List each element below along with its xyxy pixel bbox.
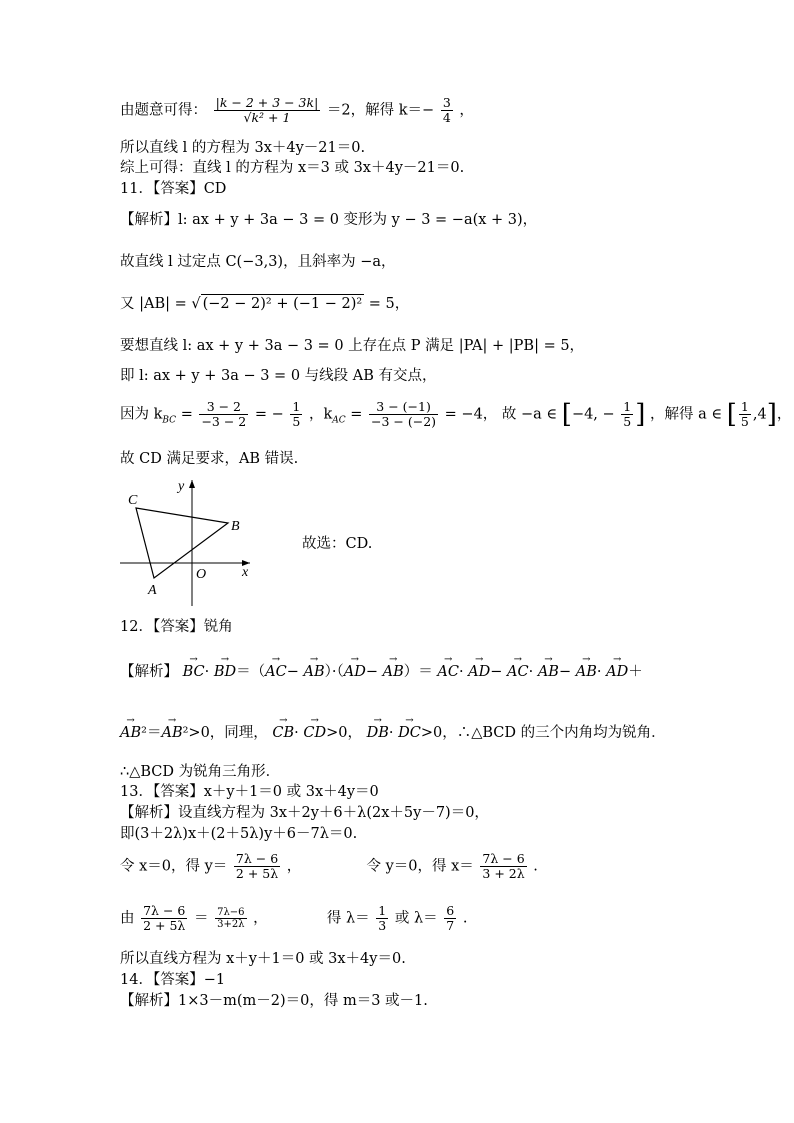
fraction xyxy=(214,96,321,125)
fraction xyxy=(739,400,751,429)
line-text: ， xyxy=(253,910,268,927)
fraction-numerator: 1 xyxy=(623,399,632,414)
label-B: B xyxy=(231,519,240,534)
fraction-denominator: 5 xyxy=(292,414,301,429)
fraction xyxy=(215,907,246,930)
vector-line: → AB²＝→ AB²>0，同理， → CB· → CD>0， → DB· → DC>0，∴△BCD 的三个内角均为锐角． xyxy=(120,720,666,742)
text-line xyxy=(120,852,538,881)
fraction-numerator: 1 xyxy=(740,399,749,414)
fraction-numerator: 3 xyxy=(442,95,451,110)
line-text: 或 λ＝ xyxy=(394,910,438,927)
coordinate-figure xyxy=(118,476,258,608)
subscript: BC xyxy=(162,415,177,426)
line-text: = −4， 故 −a ∈ xyxy=(444,406,562,423)
fraction-numerator: 1 xyxy=(378,903,387,918)
dot-operator: · xyxy=(294,725,299,741)
vector: → AC xyxy=(437,659,459,681)
fraction-denominator: −3 − 2 xyxy=(201,414,247,429)
text-line: ∴△BCD 为锐角三角形． xyxy=(120,764,281,780)
line-text: 令 x＝0，得 y＝ xyxy=(120,858,228,875)
fraction xyxy=(376,904,388,933)
text-line: 综上可得：直线 l 的方程为 x＝3 或 3x＋4y－21＝0. xyxy=(120,160,465,176)
dot-operator: · xyxy=(528,664,534,680)
line-text: = xyxy=(350,406,368,423)
vector: → DC xyxy=(398,720,421,742)
question-answer-11: 11．【答案】CD xyxy=(120,181,227,197)
fraction xyxy=(141,904,187,933)
vector: → CB xyxy=(272,720,294,742)
question-answer-13: 13．【答案】x＋y＋1＝0 或 3x＋4y＝0 xyxy=(120,784,379,800)
line-text: ， xyxy=(286,858,302,875)
figure-caption: 故选：CD. xyxy=(302,536,373,552)
fraction xyxy=(234,852,280,881)
text-line: 故 CD 满足要求，AB 错误. xyxy=(120,451,299,467)
line-text: ，k xyxy=(308,406,333,423)
line-text: = 5， xyxy=(364,296,410,312)
bracket: [ xyxy=(561,399,572,430)
bracket: [ xyxy=(726,399,737,430)
fraction-numerator: 6 xyxy=(446,903,455,918)
fraction-numerator: 1 xyxy=(292,399,301,414)
fraction xyxy=(441,96,453,125)
fraction xyxy=(199,400,248,429)
dot-operator: · xyxy=(458,664,464,680)
fraction-numerator: 7λ − 6 xyxy=(235,851,279,866)
label-A: A xyxy=(148,583,157,598)
vector: → CD xyxy=(303,720,326,742)
fraction xyxy=(480,852,526,881)
vector: → AB xyxy=(161,720,182,742)
fraction-denominator: 3 + 2λ xyxy=(482,866,525,881)
y-axis-arrow-icon xyxy=(189,480,195,488)
subscript: AC xyxy=(332,415,346,426)
fraction-denominator: −3 − (−2) xyxy=(371,414,437,429)
vector: → AB xyxy=(383,659,404,681)
line-text: −4, − xyxy=(571,406,615,423)
fraction-numerator: 7λ − 6 xyxy=(482,851,525,866)
fraction-denominator: 7 xyxy=(446,918,455,933)
vector: → AD xyxy=(606,659,628,681)
fraction-denominator: 4 xyxy=(442,110,451,125)
text-line xyxy=(120,904,467,933)
text-line: 所以直线 l 的方程为 3x＋4y－21＝0. xyxy=(120,140,366,156)
line-text: ＝2，解得 k＝− xyxy=(326,102,435,119)
text-line xyxy=(120,400,791,429)
vector: → AD xyxy=(344,659,366,681)
line-text: 又 |AB| = xyxy=(120,296,192,312)
sqrt-radicand: (−2 − 2)² + (−1 − 2)² xyxy=(202,296,363,312)
vector: → BD xyxy=(214,659,236,681)
vector: → AB xyxy=(576,659,597,681)
label-O: O xyxy=(196,567,207,582)
line-text: 令 y＝0，得 x＝ xyxy=(366,858,474,875)
line-text: ， xyxy=(776,406,792,423)
fraction xyxy=(290,400,302,429)
line-text: ， xyxy=(459,102,474,119)
line-text: ，∴△BCD 的三个内角均为锐角． xyxy=(442,725,666,741)
text-line: 要想直线 l: ax + y + 3a − 3 = 0 上存在点 P 满足 |PA| + |PB| = 5， xyxy=(120,338,585,354)
text-line: 故直线 l 过定点 C(−3,3)，且斜率为 −a， xyxy=(120,254,396,270)
fraction-denominator: 3 xyxy=(378,918,387,933)
vector: → AB xyxy=(303,659,324,681)
text-line xyxy=(120,96,474,125)
text-line: 即 l: ax + y + 3a − 3 = 0 与线段 AB 有交点， xyxy=(120,368,437,384)
fraction-numerator: 3 − (−1) xyxy=(369,400,438,415)
label-C: C xyxy=(128,493,138,508)
dot-operator: · xyxy=(596,664,602,680)
line-text: . xyxy=(533,858,538,875)
question-answer-14: 14．【答案】−1 xyxy=(120,972,226,988)
fraction-numerator: |k − 2 + 3 − 3k| xyxy=(215,95,319,110)
vector: → DB xyxy=(367,720,389,742)
vector: → AD xyxy=(468,659,490,681)
dot-operator: · xyxy=(331,664,337,680)
vector: → AC xyxy=(507,659,529,681)
vector: → AB xyxy=(538,659,559,681)
label-x: x xyxy=(242,565,249,580)
vector: → BC xyxy=(183,659,205,681)
fraction-denominator: 3+2λ xyxy=(217,919,245,930)
fraction-denominator: 5 xyxy=(740,414,749,429)
fraction-denominator: 2 + 5λ xyxy=(235,866,279,881)
text-line: 【解析】l: ax + y + 3a − 3 = 0 变形为 y − 3 = −a(x + 3)， xyxy=(120,212,538,228)
question-answer-12: 12．【答案】锐角 xyxy=(120,619,233,635)
fraction-numerator: 7λ−6 xyxy=(217,907,245,918)
fraction-denominator: 2 + 5λ xyxy=(143,918,186,933)
line-text: ，解得 a ∈ xyxy=(650,406,727,423)
text-line: 又 |AB| = √ (−2 − 2)² + (−1 − 2)² = 5， xyxy=(120,296,410,312)
bracket: ] xyxy=(635,399,646,430)
line-text: ²>0，同理， xyxy=(182,725,268,741)
fraction-denominator: 5 xyxy=(623,414,632,429)
fraction-numerator: 3 − 2 xyxy=(199,400,248,415)
text-line: 【解析】1×3－m(m－2)＝0，得 m＝3 或－1. xyxy=(120,993,428,1009)
line-text: 由题意可得： xyxy=(120,102,207,119)
line-text: = xyxy=(180,406,198,423)
bracket: ] xyxy=(766,399,777,430)
vector-line: 【解析】 → BC· → BD＝（→ AC− → AB）·（→ AD− → AB）＝ → AC· → AD− → AC· → AB− → AB· → AD＋ xyxy=(120,659,643,681)
dot-operator: · xyxy=(204,664,210,680)
line-text: 得 λ＝ xyxy=(326,910,370,927)
text-line: 【解析】设直线方程为 3x＋2y＋6＋λ(2x＋5y－7)＝0， xyxy=(120,805,489,821)
line-text: . xyxy=(462,910,468,927)
fraction xyxy=(444,904,456,933)
label-y: y xyxy=(178,479,185,494)
line-text: 由 xyxy=(120,910,135,927)
text-line: 所以直线方程为 x＋y＋1＝0 或 3x＋4y＝0. xyxy=(120,951,406,967)
fraction-numerator: 7λ − 6 xyxy=(143,903,186,918)
vector: → AB xyxy=(120,720,141,742)
vector: → AC xyxy=(265,659,287,681)
fraction xyxy=(369,400,438,429)
fraction xyxy=(621,400,633,429)
dot-operator: · xyxy=(388,725,394,741)
line-text: ＝ xyxy=(193,910,209,927)
fraction-denominator: √k² + 1 xyxy=(243,110,291,125)
line-text: 因为 k xyxy=(120,406,163,423)
text-line: 即(3＋2λ)x＋(2＋5λ)y＋6－7λ＝0. xyxy=(120,826,358,842)
triangle-ABC xyxy=(136,508,228,578)
line-text: = − xyxy=(254,406,284,423)
line-text: ,4 xyxy=(752,406,767,423)
line-text: 【解析】 xyxy=(120,664,178,680)
